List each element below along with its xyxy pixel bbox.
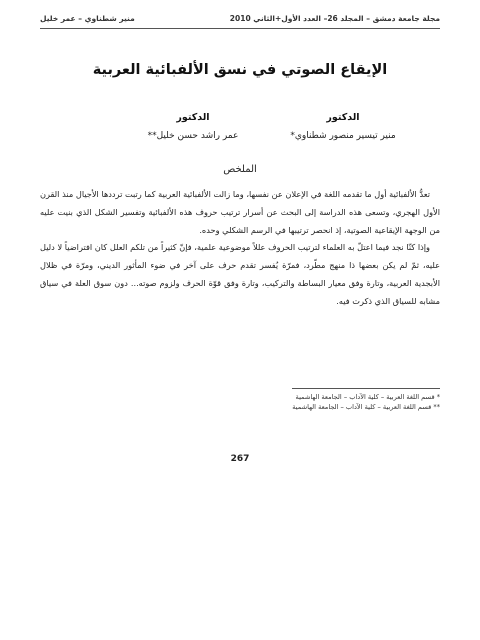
header-journal-info: مجلة جامعة دمشق – المجلد 26– العدد الأول+الثاني 2010: [229, 14, 440, 23]
author-block-1: [278, 112, 408, 141]
author-2-name: عمر راشد حسن خليل**: [147, 131, 239, 141]
abstract-body: [40, 186, 440, 311]
abstract-paragraph: تعدُّ الألفبائية أول ما تقدمه اللغة في الإعلان عن نفسها، وما زالت الألفبائية العربية كما رتبت ترددها الأجيال منذ القرن الأول الهجري، وتسعى هذه الدراسة إلى البحث عن أسرار ترتيب حروف هذه الألفبائية وتفسير الشكل الذي بنيت عليه من الوجهة الإيقاعية الصوتية، إذ انحصر ترتيبها في الرسم الشكلي وحده.: [40, 189, 440, 235]
header-divider: [40, 28, 440, 29]
footnote-1: * قسم اللغة العربية – كلية الآداب – الجامعة الهاشمية: [295, 393, 440, 401]
footnote-divider: [292, 388, 440, 389]
author-block-2: [128, 112, 258, 141]
running-header: [40, 14, 440, 28]
header-authors: منير شطناوي – عمر خليل: [40, 14, 135, 23]
author-1-degree: الدكتور: [326, 112, 360, 123]
paper-title: الإيقاع الصوتي في نسق الألفبائية العربية: [92, 62, 388, 78]
abstract-heading: الملخص: [223, 164, 257, 175]
page-number: 267: [230, 454, 250, 464]
footnote-2: ** قسم اللغة العربية – كلية الآداب – الجامعة الهاشمية: [292, 403, 440, 411]
author-2-degree: الدكتور: [176, 112, 210, 123]
footnotes: [220, 392, 440, 412]
abstract-paragraph: وإذا كنّا نجد فيما اعتلّ به العلماء لترتيب الحروف عللاً موضوعية علمية، فإنّ كثيراً من تلكم العلل كان افتراضياً لا دليل عليه، ثمّ لم يكن بعضها ذا منهج مطّرد، فمرّة يُفسر تقدم حرف على آخر في ضوء المأثور الديني، ومرّة في ظلال الأبجدية العربية، وتارة وفق معيار البساطة والتركيب، وتارة وفق قوّة الحرف ولزوم صوته... دون سوق العلة في سياق مشابه للسياق الذي ذكرت فيه.: [40, 242, 440, 306]
author-1-name: منير تيسير منصور شطناوي*: [290, 131, 396, 141]
